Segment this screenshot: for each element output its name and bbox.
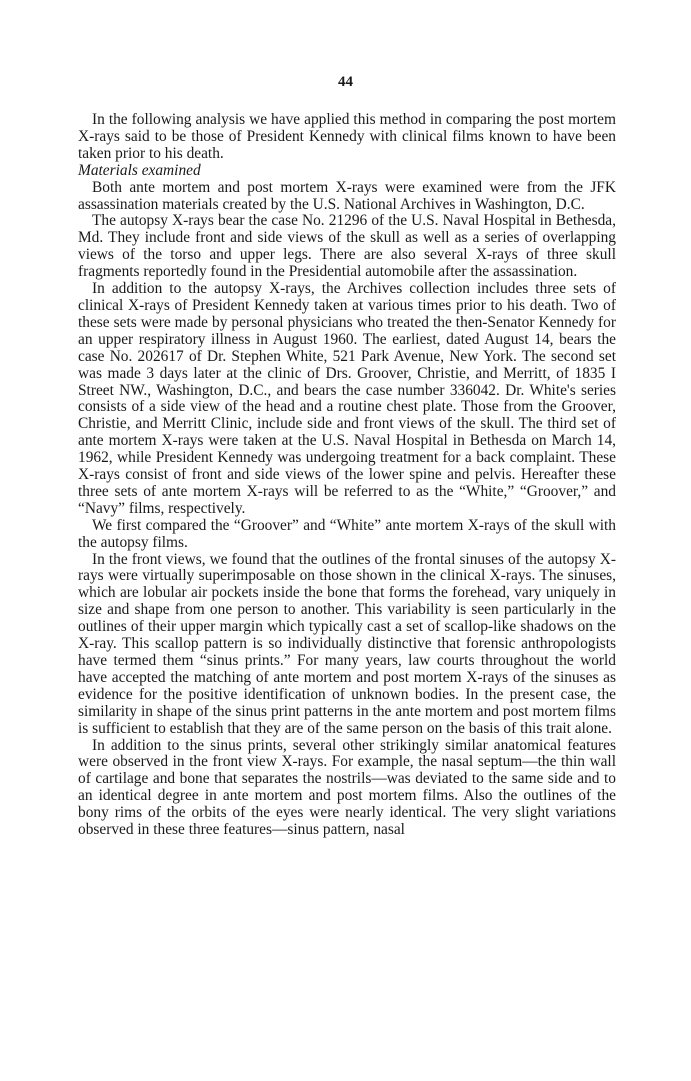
- section-heading: Materials examined: [78, 161, 201, 179]
- paragraph-sources: Both ante mortem and post mortem X-rays were examined were from the JFK assassination materials created by the U.S. National Archives in Washington, D.C.: [78, 178, 616, 213]
- page-number: 44: [338, 74, 353, 90]
- paragraph-anatomical-features: In addition to the sinus prints, several other strikingly similar anatomical features were observed in the front view X-rays. For example, the nasal septum—the thin wall of cartilage and bone that separates the nostrils—was deviated to the same side and to an identical degree in ante mortem and post mortem films. Also the outlines of the bony rims of the orbits of the eyes were nearly identical. The very slight variations observed in these three features—sinus pattern, nasal: [78, 736, 616, 839]
- paragraph-sinus-prints: In the front views, we found that the outlines of the frontal sinuses of the autopsy X-rays were virtually superimposable on those shown in the clinical X-rays. The sinuses, which are lobular air pockets inside the bone that forms the forehead, vary uniquely in size and shape from one person to another. This variability is seen particularly in the outlines of their upper margin which typically cast a set of scallop-like shadows on the X-ray. This scallop pattern is so individually distinctive that forensic anthropologists have termed them “sinus prints.” For many years, law courts throughout the world have accepted the matching of ante mortem and post mortem X-rays of the sinuses as evidence for the positive identification of unknown bodies. In the present case, the similarity in shape of the sinus print patterns in the ante mortem and post mortem films is sufficient to establish that they are of the same person on the basis of this trait alone.: [78, 550, 616, 737]
- paragraph-clinical-xrays: In addition to the autopsy X-rays, the Archives collection includes three sets of clinical X-rays of President Kennedy taken at various times prior to his death. Two of these sets were made by personal physicians who treated the then-Senator Kennedy for an upper respiratory illness in August 1960. The earliest, dated August 14, bears the case No. 202617 of Dr. Stephen White, 521 Park Avenue, New York. The second set was made 3 days later at the clinic of Drs. Groover, Christie, and Merritt, of 1835 I Street NW., Washington, D.C., and bears the case number 336042. Dr. White's series consists of a side view of the head and a routine chest plate. Those from the Groover, Christie, and Merritt Clinic, include side and front views of the skull. The third set of ante mortem X-rays were taken at the U.S. Naval Hospital in Bethesda on March 14, 1962, while President Kennedy was undergoing treatment for a back complaint. These X-rays consist of front and side views of the lower spine and pelvis. Hereafter these three sets of ante mortem X-rays will be referred to as the “White,” “Groover,” and “Navy” films, respectively.: [78, 280, 616, 517]
- paragraph-comparison: We first compared the “Groover” and “White” ante mortem X-rays of the skull with the autopsy films.: [78, 516, 616, 551]
- paragraph-intro: In the following analysis we have applied this method in comparing the post mortem X-rays said to be those of President Kennedy with clinical films known to have been taken prior to his death.: [78, 111, 616, 162]
- body-text: [78, 112, 616, 839]
- paragraph-autopsy-xrays: The autopsy X-rays bear the case No. 21296 of the U.S. Naval Hospital in Bethesda, Md. They include front and side views of the skull as well as a series of overlapping views of the torso and upper legs. There are also several X-rays of three skull fragments reportedly found in the Presidential automobile after the assassination.: [78, 212, 616, 281]
